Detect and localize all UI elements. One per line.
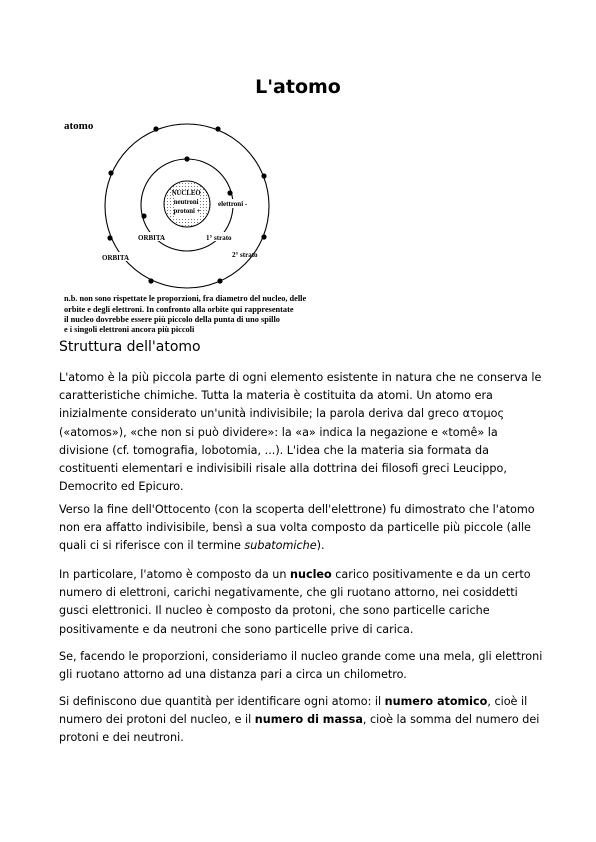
electron	[261, 234, 266, 239]
electron	[153, 126, 158, 131]
nucleus-label-1: NUCLEO	[171, 190, 201, 197]
section-heading: Struttura dell'atomo	[59, 339, 201, 355]
paragraph-proportions: Se, facendo le proporzioni, consideriamo il nucleo grande come una mela, gli elettroni gli ruotano attorno ad una distanza pari a circa un chilometro.	[59, 650, 543, 682]
electrons-label: elettroni -	[218, 200, 248, 208]
figure-note-line: il nucleo dovrebbe essere più piccolo della punta di uno spillo	[64, 315, 280, 324]
paragraph-quantities: Si definiscono due quantità per identificare ogni atomo: il numero atomico, cioè il numero dei protoni del nucleo, e il numero di massa, cioè la somma del numero dei protoni e dei neutroni.	[59, 695, 540, 745]
figure-note-line: n.b. non sono rispettate le proporzioni, fra diametro del nucleo, delle	[64, 294, 307, 303]
electron	[227, 190, 232, 195]
term-numero-atomico: numero atomico	[384, 695, 488, 708]
svg-text:NUCLEO neutroni proton	[172, 190, 203, 215]
orbit-outer-label: ORBITA	[102, 254, 130, 262]
electron	[141, 213, 146, 218]
nucleus-label-3: protoni +	[173, 208, 201, 215]
electron	[107, 235, 112, 240]
electron	[184, 156, 189, 161]
figure-note-line: e i singoli elettroni ancora più piccoli	[64, 325, 195, 334]
term-nucleo: nucleo	[290, 568, 332, 581]
shell-1-label: 1° strato	[206, 234, 232, 242]
figure-heading: atomo	[64, 120, 94, 132]
term-numero-di-massa: numero di massa	[254, 713, 363, 727]
electron	[215, 126, 220, 131]
paragraph-discovery: Verso la fine dell'Ottocento (con la scoperta dell'elettrone) fu dimostrato che l'atomo non era affatto indivisibile, bensì a sua volta composto da particelle più piccole (alle quali ci si riferisce con il termine subatomiche).	[59, 503, 535, 553]
electron	[217, 278, 222, 283]
electron	[108, 170, 113, 175]
nucleus-label-2: neutroni	[173, 199, 199, 206]
shell-2-label: 2° strato	[232, 251, 258, 259]
page-title: L'atomo	[255, 76, 341, 98]
figure-note-line: orbite e degli elettroni. In confronto alla orbite qui rappresentate	[64, 305, 294, 314]
orbit-inner-label: ORBITA	[138, 234, 166, 242]
emphasis-subatomiche: subatomiche	[244, 539, 317, 553]
electron	[261, 173, 266, 178]
electron	[148, 278, 153, 283]
paragraph-composition: In particolare, l'atomo è composto da un nucleo carico positivamente e da un certo numero di elettroni, carichi negativamente, che gli ruotano attorno, nei cosiddetti gusci elettronici. Il nucleo è composto da protoni, che sono particelle cariche positivamente e da neutroni che sono particelle prive di carica.	[59, 568, 531, 636]
paragraph-definition: L'atomo è la più piccola parte di ogni elemento esistente in natura che ne conserva le caratteristiche chimiche. Tutta la materia è costituita da atomi. Un atomo era inizialmente considerato un'unità indivisibile; la parola deriva dal greco ατομος («atomos»), «che non si può dividere»: la «a» indica la negazione e «tomê» la divisione (cf. tomografia, lobotomia, ...). L'idea che la materia sia formata da costituenti elementari e indivisibili risale alla dottrina dei filosofi greci Leucippo, Democrito ed Epicuro.	[59, 371, 542, 494]
